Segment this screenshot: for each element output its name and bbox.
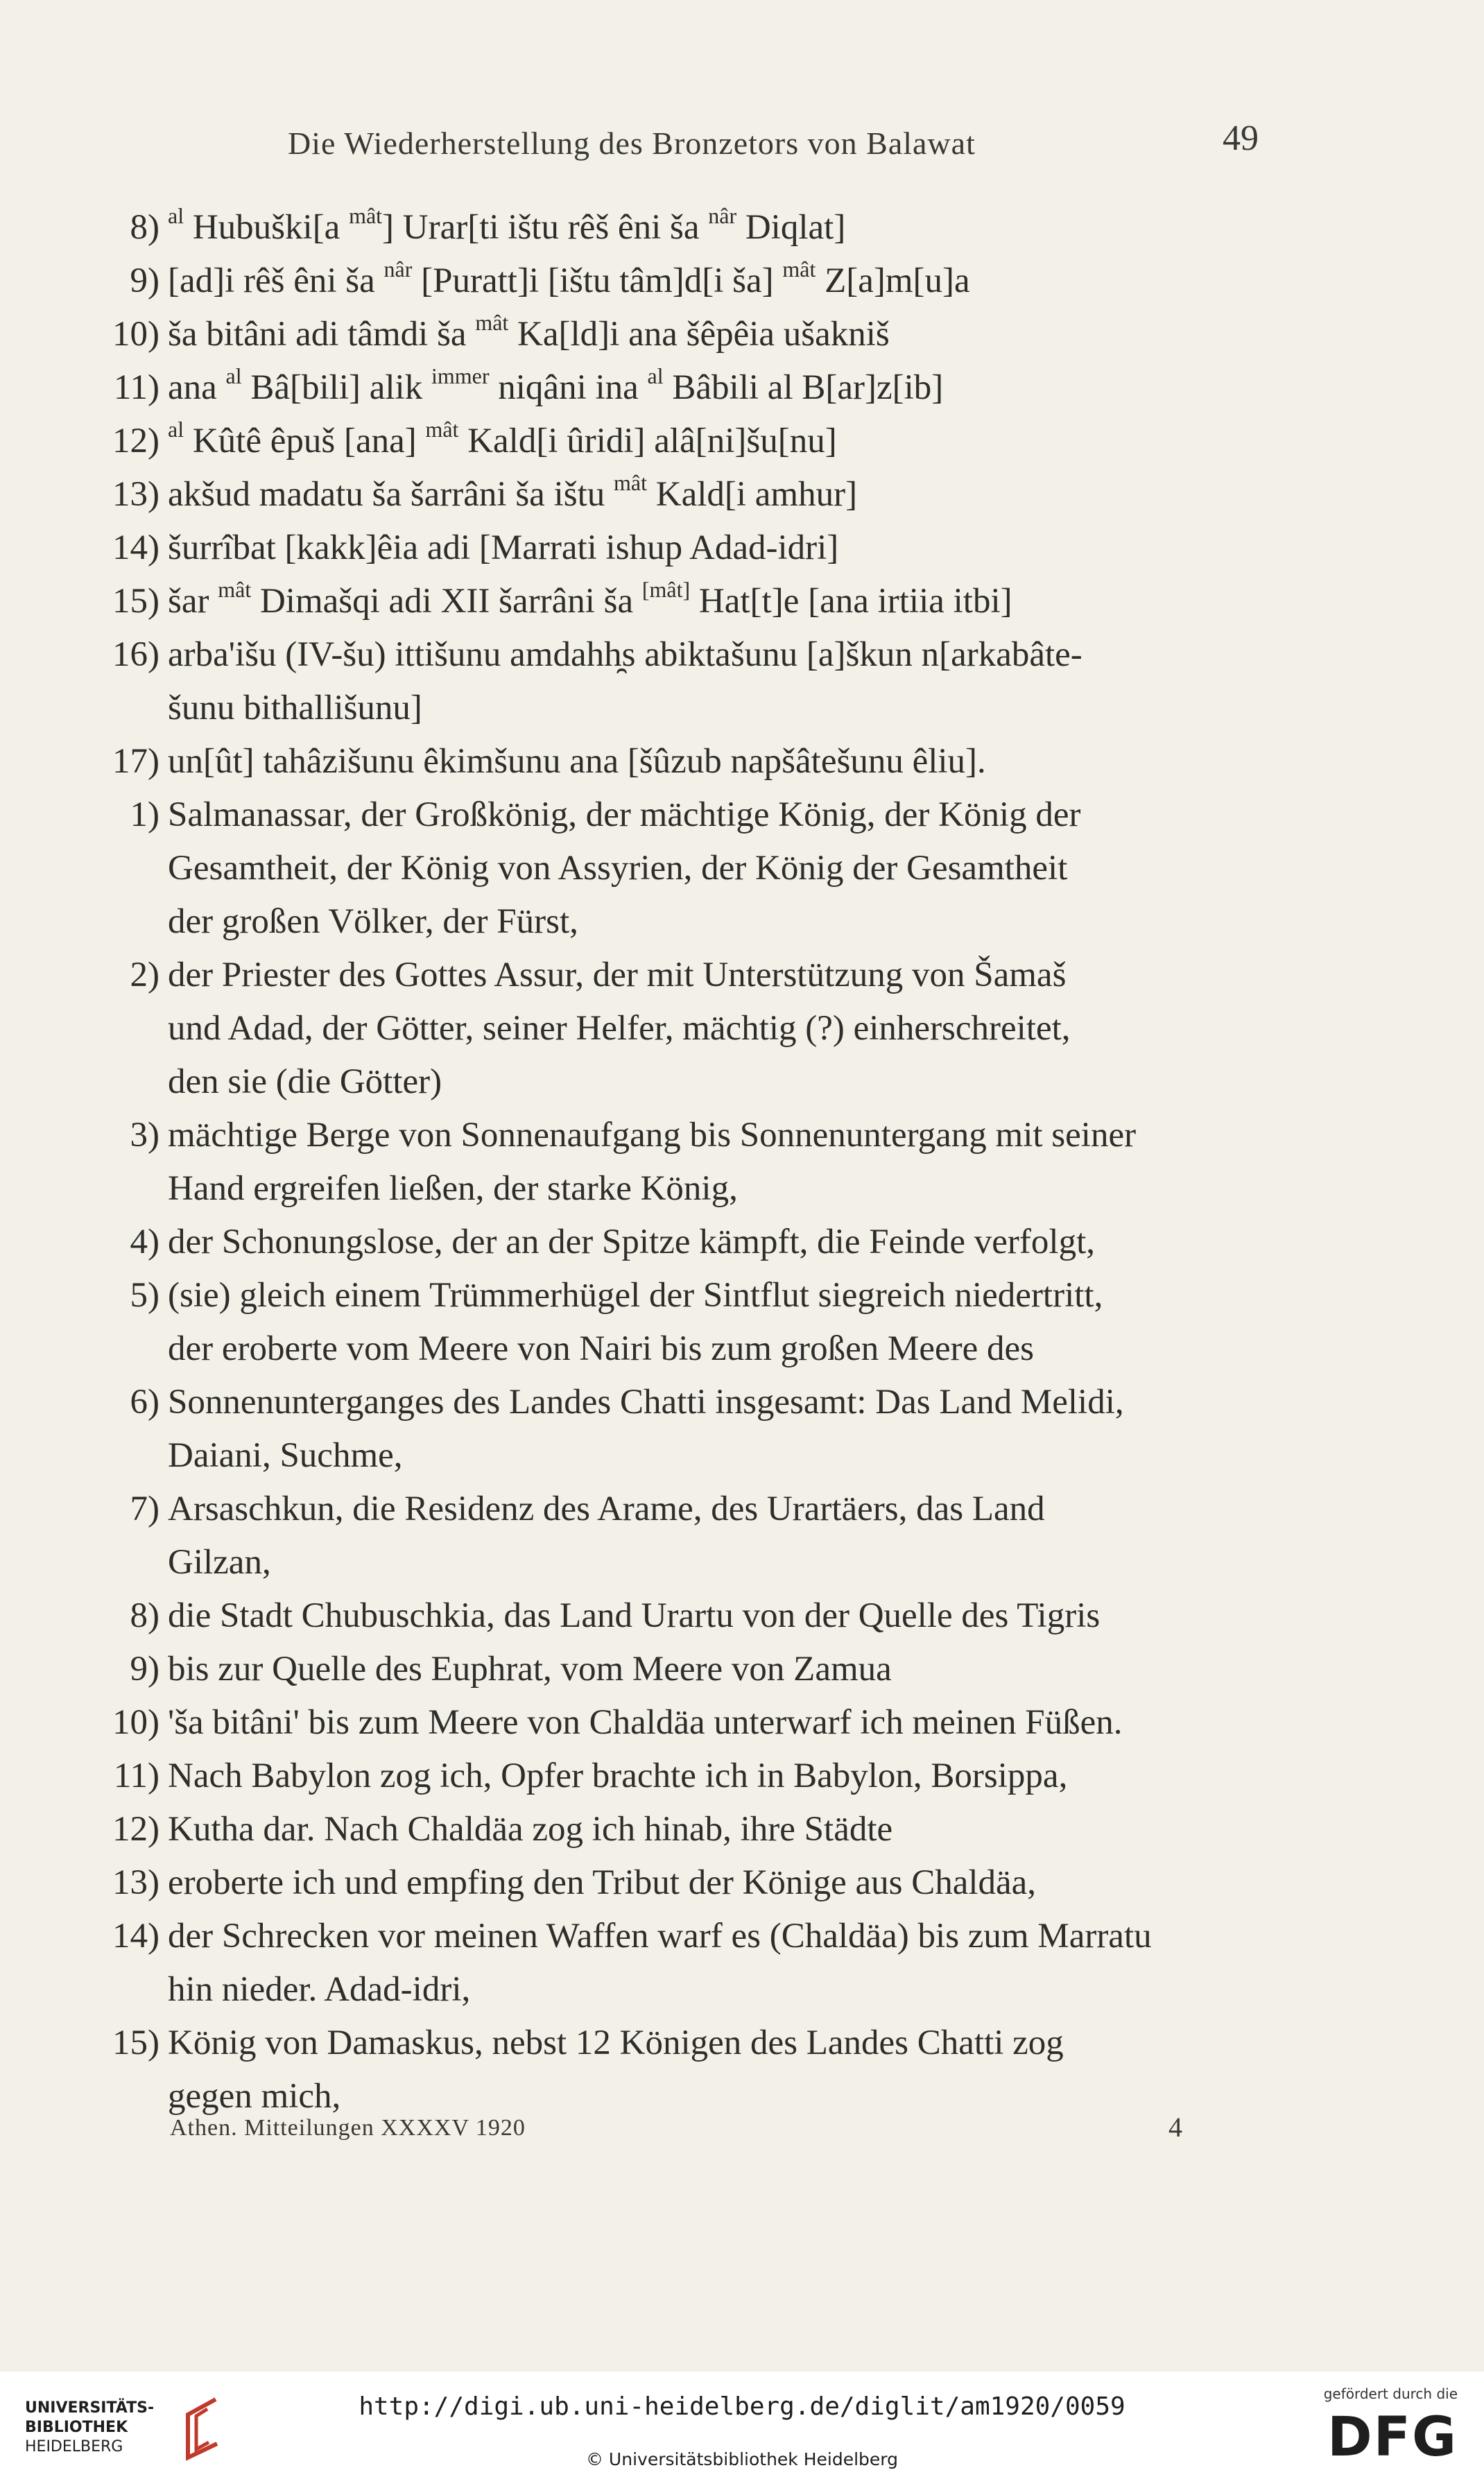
line-number: 14) (112, 1917, 159, 1956)
text-body (90, 201, 1283, 2123)
text-segment: der Schrecken vor meinen Waffen warf es (Chaldäa) bis zum Marratu (168, 1917, 1152, 1956)
line-number: 5) (130, 1276, 159, 1315)
text-segment: der eroberte vom Meere von Nairi bis zum großen Meere des (168, 1329, 1035, 1368)
text-line (90, 1002, 1283, 1055)
text-segment: un[ût] tahâzišunu êkimšunu ana [šûzub napšâtešunu êliu]. (168, 742, 986, 781)
text-segment: Salmanassar, der Großkönig, der mächtige König, der König der (168, 795, 1081, 834)
text-segment: Kûtê êpuš [ana] (184, 422, 426, 460)
line-text (168, 1376, 1124, 1429)
text-line (90, 1322, 1283, 1376)
text-line (90, 1216, 1283, 1269)
ub-logo-line2: BIBLIOTHEK (25, 2419, 128, 2436)
dfg-wordmark: DFG (1327, 2406, 1458, 2469)
determinative-sup: mât (782, 257, 816, 282)
text-segment: Daiani, Suchme, (168, 1436, 403, 1475)
line-text (168, 788, 1081, 842)
text-line (90, 2017, 1283, 2070)
line-text (168, 842, 1067, 895)
text-segment: eroberte ich und empfing den Tribut der Könige aus Chaldäa, (168, 1863, 1037, 1902)
dfg-logo[interactable] (1312, 2385, 1458, 2476)
text-line (90, 895, 1283, 949)
text-segment: Dimašqi adi XII šarrâni ša (251, 582, 642, 621)
text-segment: Bâbili al B[ar]z[ib] (663, 368, 944, 407)
line-text (168, 949, 1066, 1002)
permalink-url[interactable]: http://digi.ub.uni-heidelberg.de/diglit/am1920/0059 (359, 2392, 1125, 2421)
determinative-sup: al (225, 363, 242, 388)
ub-logo-line3: HEIDELBERG (25, 2438, 123, 2455)
line-number: 7) (130, 1490, 159, 1528)
line-text (168, 1109, 1136, 1162)
text-line (90, 575, 1283, 628)
digitization-bar (0, 2372, 1484, 2486)
line-text (168, 1536, 271, 1589)
line-text (168, 1643, 892, 1696)
text-segment: Diqlat] (736, 208, 846, 247)
text-segment: Kald[i ûridi] alâ[ni]šu[nu] (458, 422, 837, 460)
line-text (168, 1696, 1123, 1750)
text-segment: Z[a]m[u]a (816, 261, 970, 300)
determinative-sup: immer (431, 363, 490, 388)
line-text (168, 682, 422, 735)
running-header (288, 118, 1259, 166)
text-segment: die Stadt Chubuschkia, das Land Urartu von der Quelle des Tigris (168, 1596, 1101, 1635)
line-number: 16) (112, 635, 159, 674)
page-footer (170, 2112, 1224, 2150)
text-segment: arba'išu (IV-šu) ittišunu amdahh̯s abiktašunu [a]škun n[arkabâte- (168, 635, 1082, 674)
line-number: 12) (112, 422, 159, 460)
text-segment: Hubuški[a (184, 208, 350, 247)
text-segment: König von Damaskus, nebst 12 Königen des Landes Chatti zog (168, 2023, 1064, 2062)
text-line (90, 1910, 1283, 1963)
line-text (168, 1269, 1103, 1322)
line-number: 14) (112, 528, 159, 567)
line-text (168, 521, 838, 575)
determinative-sup: mât (349, 203, 383, 228)
text-line (90, 1536, 1283, 1589)
text-segment: šunu bithallišunu] (168, 689, 422, 727)
line-text (168, 1322, 1034, 1376)
text-segment: mächtige Berge von Sonnenaufgang bis Sonnenuntergang mit seiner (168, 1116, 1137, 1155)
text-segment: (sie) gleich einem Trümmerhügel der Sintflut siegreich niedertritt, (168, 1276, 1103, 1315)
line-number: 6) (130, 1383, 159, 1422)
line-number: 3) (130, 1116, 159, 1155)
text-segment: der großen Völker, der Fürst, (168, 902, 578, 941)
text-segment: niqâni ina (489, 368, 648, 407)
text-segment: ] Urar[ti ištu rêš êni ša (382, 208, 709, 247)
text-segment: Gilzan, (168, 1543, 271, 1582)
text-line (90, 1483, 1283, 1536)
line-text (168, 1002, 1071, 1055)
line-number: 11) (113, 368, 159, 407)
ub-logo-line1: UNIVERSITÄTS- (25, 2399, 155, 2417)
text-line (90, 1856, 1283, 1910)
line-text (168, 468, 857, 521)
text-line (90, 1429, 1283, 1483)
text-line (90, 682, 1283, 735)
line-number: 9) (130, 1650, 159, 1689)
text-segment: Kutha dar. Nach Chaldäa zog ich hinab, ihre Städte (168, 1810, 893, 1849)
dfg-caption: gefördert durch die (1323, 2385, 1458, 2402)
line-number: 2) (130, 956, 159, 994)
signature-number: 4 (1168, 2112, 1182, 2143)
determinative-sup: [mât] (641, 577, 691, 602)
text-line (90, 842, 1283, 895)
determinative-sup: nâr (383, 257, 413, 282)
text-line (90, 1696, 1283, 1750)
line-number: 15) (112, 2023, 159, 2062)
text-line (90, 1376, 1283, 1429)
line-text (168, 1963, 470, 2017)
line-text (168, 1483, 1045, 1536)
text-segment: Sonnenunterganges des Landes Chatti insgesamt: Das Land Melidi, (168, 1383, 1124, 1422)
line-text (168, 2017, 1064, 2070)
line-text (168, 575, 1012, 628)
text-segment: Ka[ld]i ana šêpêia ušakniš (508, 315, 890, 354)
line-text (168, 1162, 738, 1216)
signature-line: Athen. Mitteilungen XXXXV 1920 (170, 2115, 526, 2141)
text-line (90, 308, 1283, 361)
text-line (90, 468, 1283, 521)
text-line (90, 1643, 1283, 1696)
text-line (90, 628, 1283, 682)
line-text (168, 735, 986, 788)
text-segment: Gesamtheit, der König von Assyrien, der König der Gesamtheit (168, 849, 1068, 888)
text-line (90, 1803, 1283, 1856)
text-segment: ana (168, 368, 226, 407)
determinative-sup: mât (475, 310, 509, 335)
determinative-sup: nâr (708, 203, 737, 228)
text-segment: 'ša bitâni' bis zum Meere von Chaldäa unterwarf ich meinen Füßen. (168, 1703, 1123, 1742)
text-line (90, 521, 1283, 575)
text-line (90, 1589, 1283, 1643)
text-line (90, 415, 1283, 468)
line-number: 12) (112, 1810, 159, 1849)
determinative-sup: al (647, 363, 664, 388)
line-text (168, 1803, 892, 1856)
text-line (90, 361, 1283, 415)
text-line (90, 949, 1283, 1002)
determinative-sup: mât (218, 577, 252, 602)
text-segment: der Schonungslose, der an der Spitze kämpft, die Feinde verfolgt, (168, 1223, 1095, 1261)
line-number: 9) (130, 261, 159, 300)
line-number: 15) (112, 582, 159, 621)
line-text (168, 1910, 1152, 1963)
line-number: 13) (112, 475, 159, 514)
line-number: 10) (112, 315, 159, 354)
line-text (168, 1216, 1095, 1269)
line-text (168, 1429, 403, 1483)
determinative-sup: mât (614, 470, 647, 495)
text-segment: ša bitâni adi tâmdi ša (168, 315, 476, 354)
determinative-sup: al (168, 203, 184, 228)
line-text (168, 1055, 442, 1109)
copyright-notice: © Universitätsbibliothek Heidelberg (585, 2449, 898, 2469)
text-line (90, 788, 1283, 842)
line-text (168, 1750, 1067, 1803)
text-segment: Arsaschkun, die Residenz des Arame, des Urartäers, das Land (168, 1490, 1045, 1528)
text-segment: gegen mich, (168, 2077, 341, 2116)
text-segment: und Adad, der Götter, seiner Helfer, mächtig (?) einherschreitet, (168, 1009, 1071, 1048)
text-segment: den sie (die Götter) (168, 1062, 442, 1101)
line-number: 11) (113, 1756, 159, 1795)
page-number: 49 (1223, 119, 1259, 158)
text-segment: hin nieder. Adad-idri, (168, 1970, 471, 2009)
text-segment: bis zur Quelle des Euphrat, vom Meere von Zamua (168, 1650, 892, 1689)
text-line (90, 254, 1283, 308)
line-text (168, 415, 837, 468)
text-line (90, 1750, 1283, 1803)
line-text (168, 628, 1082, 682)
text-segment: Nach Babylon zog ich, Opfer brachte ich in Babylon, Borsippa, (168, 1756, 1068, 1795)
determinative-sup: al (168, 417, 184, 442)
text-line (90, 1269, 1283, 1322)
line-number: 1) (130, 795, 159, 834)
line-number: 4) (130, 1223, 159, 1261)
line-text (168, 895, 578, 949)
line-number: 17) (112, 742, 159, 781)
text-line (90, 1162, 1283, 1216)
text-segment: [Puratt]i [ištu tâm]d[i ša] (412, 261, 783, 300)
determinative-sup: mât (425, 417, 459, 442)
line-number: 13) (112, 1863, 159, 1902)
line-text (168, 254, 970, 308)
running-title: Die Wiederherstellung des Bronzetors von Balawat (288, 126, 976, 161)
text-segment: Kald[i amhur] (647, 475, 858, 514)
line-text (168, 1856, 1036, 1910)
text-segment: der Priester des Gottes Assur, der mit Unterstützung von Šamaš (168, 956, 1067, 994)
line-number: 8) (130, 208, 159, 247)
text-line (90, 1109, 1283, 1162)
line-text (168, 201, 845, 254)
text-segment: akšud madatu ša šarrâni ša ištu (168, 475, 614, 514)
line-number: 10) (112, 1703, 159, 1742)
text-segment: šar (168, 582, 218, 621)
text-segment: šurrîbat [kakk]êia adi [Marrati ishup Adad-idri] (168, 528, 839, 567)
text-segment: [ad]i rêš êni ša (168, 261, 384, 300)
text-line (90, 1963, 1283, 2017)
text-line (90, 201, 1283, 254)
line-text (168, 361, 943, 415)
text-segment: Hand ergreifen ließen, der starke König, (168, 1169, 738, 1208)
line-text (168, 1589, 1100, 1643)
text-segment: Hat[t]e [ana irtiia itbi] (690, 582, 1012, 621)
line-text (168, 308, 890, 361)
text-line (90, 735, 1283, 788)
text-segment: Bâ[bili] alik (241, 368, 431, 407)
text-line (90, 1055, 1283, 1109)
line-number: 8) (130, 1596, 159, 1635)
